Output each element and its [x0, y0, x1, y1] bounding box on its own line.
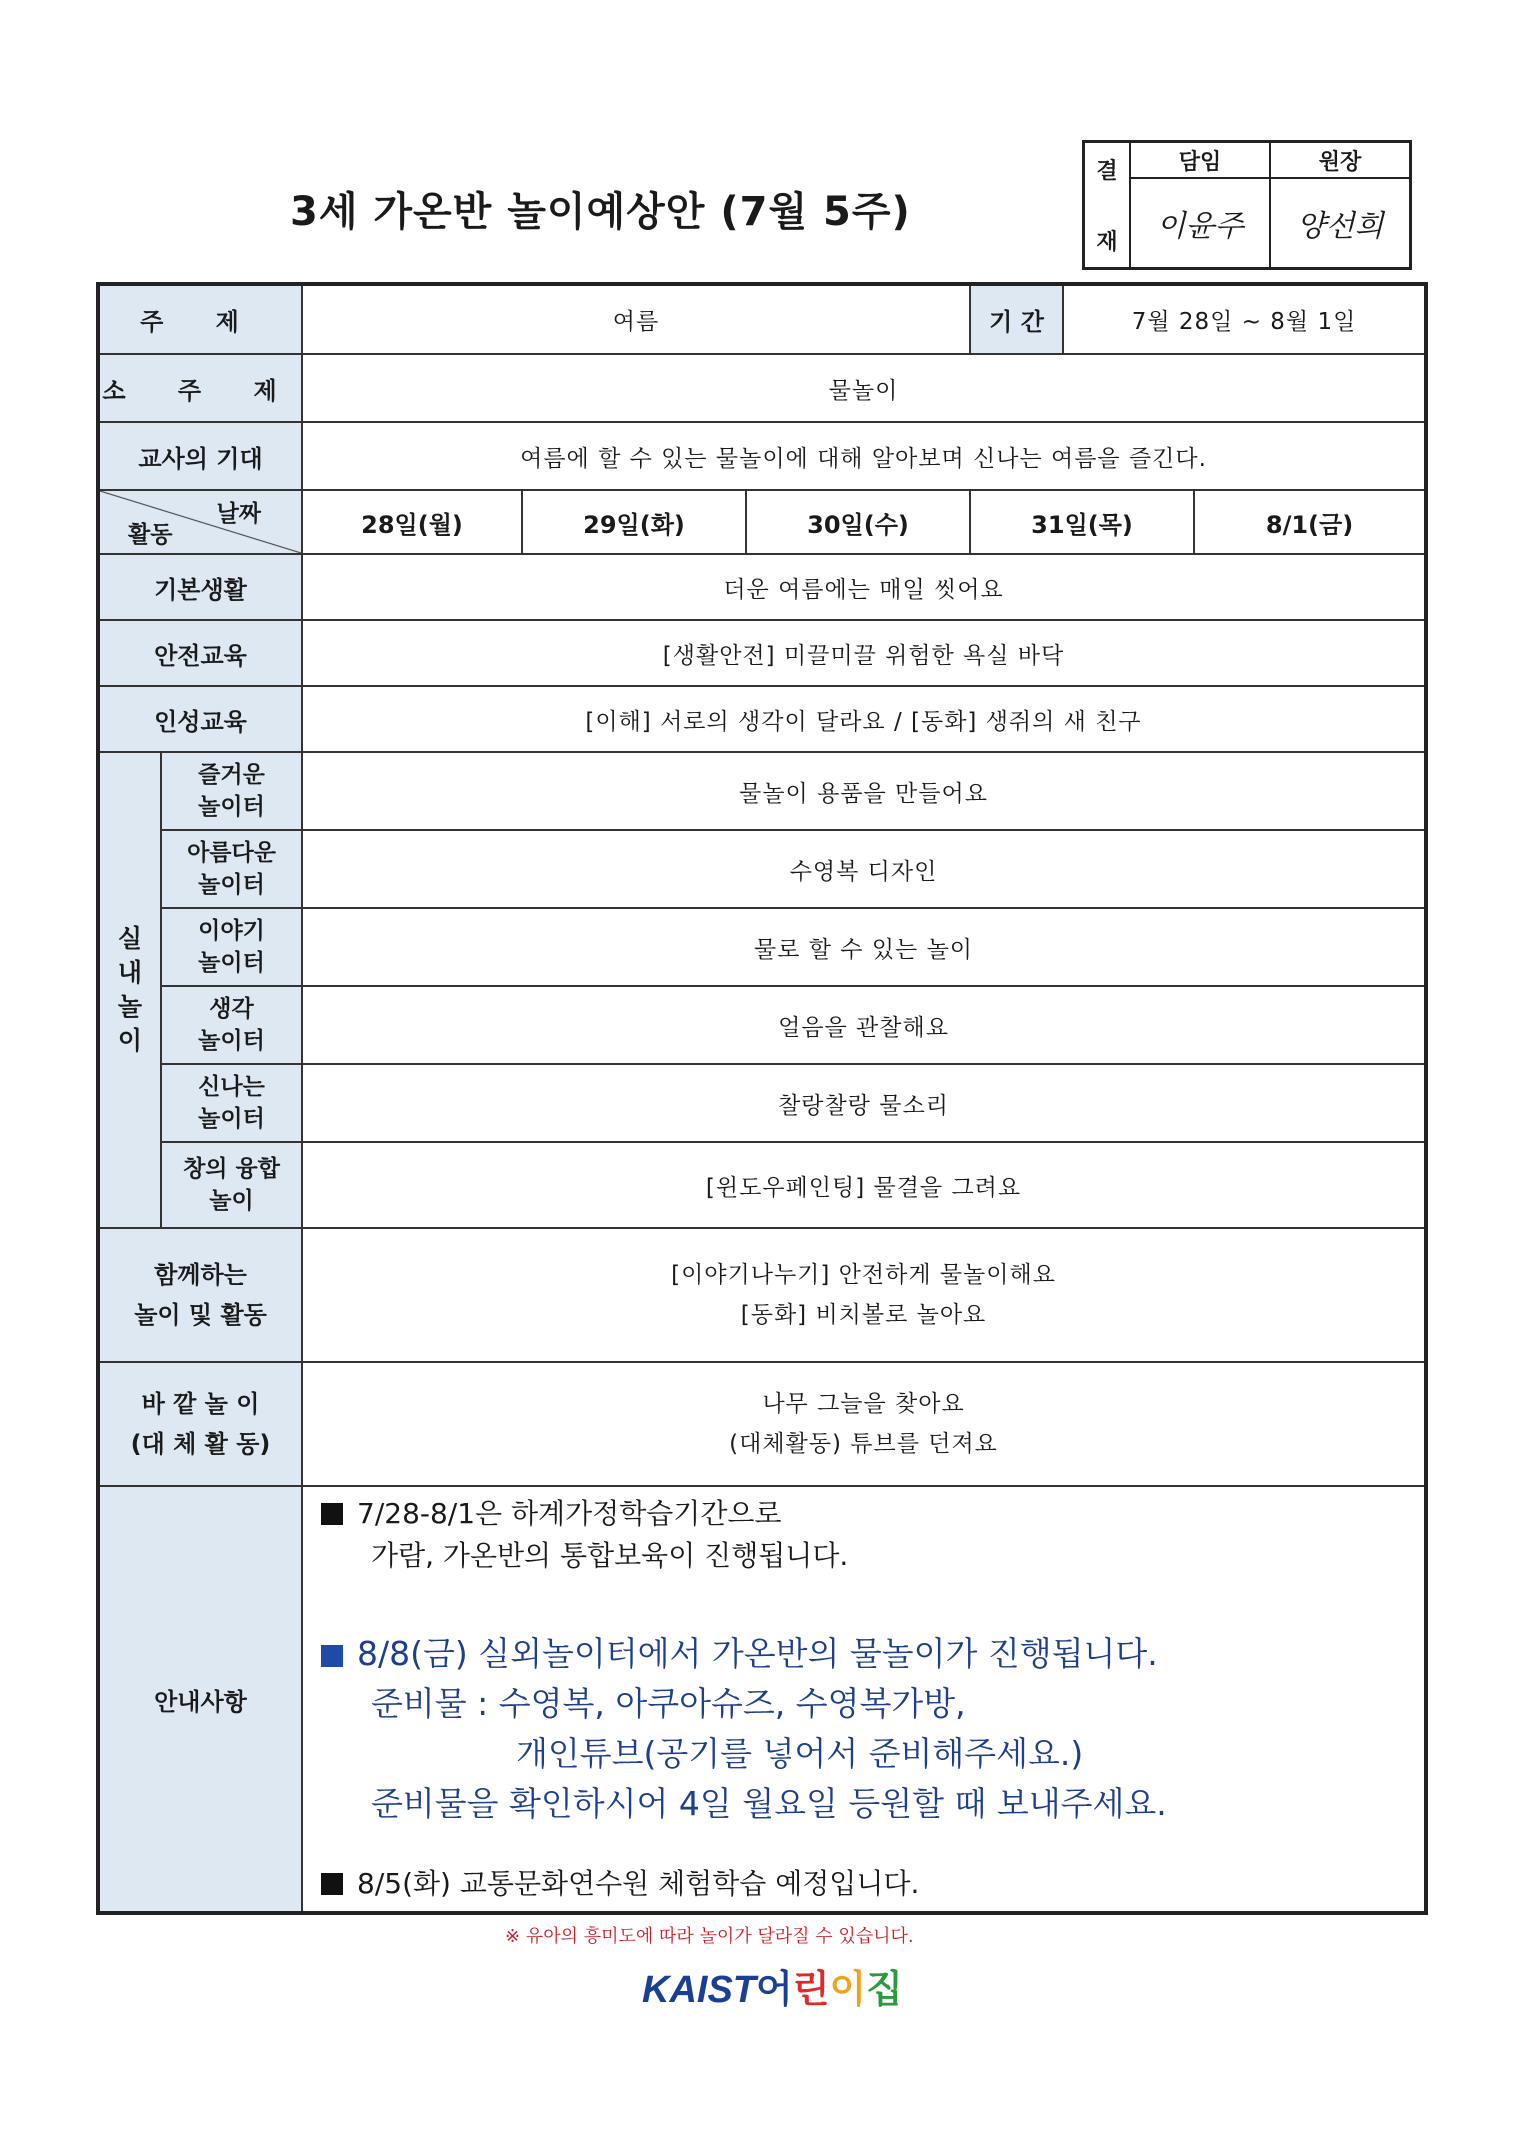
logo-kaist-text: KAIST [642, 1969, 756, 2011]
logo-char: 집 [866, 1969, 903, 2011]
together-label [98, 1228, 302, 1362]
outdoor-label-line2: (대 체 활 동) [130, 1430, 271, 1458]
indoor-area-label [161, 830, 302, 908]
date-thu: 31일(목) [970, 490, 1194, 554]
indoor-activity: 물놀이 용품을 만들어요 [302, 752, 1426, 830]
notice-content [302, 1486, 1426, 1913]
together-line2: [동화] 비치볼로 놀아요 [740, 1302, 987, 1328]
indoor-area-label [161, 752, 302, 830]
indoor-label-char: 이 [117, 1026, 143, 1055]
logo-char: 이 [829, 1969, 867, 2011]
indoor-activity: [윈도우페인팅] 물결을 그려요 [302, 1142, 1426, 1228]
indoor-label-char: 놀 [117, 992, 143, 1021]
indoor-area-line1: 생각 [209, 996, 254, 1022]
page-title: 3세 가온반 놀이예상안 (7월 5주) [290, 189, 911, 235]
outdoor-line1: 나무 그늘을 찾아요 [762, 1391, 965, 1417]
together-label-line2: 놀이 및 활동 [134, 1301, 267, 1329]
date-mon: 28일(월) [302, 490, 522, 554]
indoor-play-label [98, 752, 161, 1228]
indoor-area-line2: 놀이터 [198, 794, 265, 820]
approval-side [1084, 142, 1131, 269]
indoor-activity: 찰랑찰랑 물소리 [302, 1064, 1426, 1142]
outdoor-label [98, 1362, 302, 1486]
indoor-area-line2: 놀이터 [198, 950, 265, 976]
indoor-area-line1: 신나는 [198, 1074, 265, 1100]
indoor-area-label [161, 1142, 302, 1228]
indoor-area-line2: 놀이터 [198, 1106, 265, 1132]
notice-item2-line2: 준비물 : 수영복, 아쿠아슈즈, 수영복가방, [371, 1684, 966, 1723]
indoor-area-label [161, 1064, 302, 1142]
footer-note: ※ 유아의 흥미도에 따라 놀이가 달라질 수 있습니다. [505, 1926, 914, 1947]
date-activity-header [98, 490, 302, 554]
bullet-square-icon [321, 1873, 343, 1895]
subtheme-value: 물놀이 [302, 354, 1426, 422]
period-value: 7월 28일 ~ 8월 1일 [1063, 284, 1426, 354]
together-line1: [이야기나누기] 안전하게 물놀이해요 [671, 1262, 1056, 1288]
period-label: 기 간 [970, 284, 1063, 354]
indoor-area-line1: 즐거운 [198, 762, 265, 788]
indoor-area-line1: 이야기 [198, 918, 265, 944]
diag-activity-label: 활동 [128, 522, 173, 548]
indoor-activity: 수영복 디자인 [302, 830, 1426, 908]
bullet-square-icon [321, 1645, 343, 1667]
logo-char: 어 [756, 1969, 793, 2011]
indoor-area-line2: 놀이터 [198, 1028, 265, 1054]
indoor-area-label [161, 986, 302, 1064]
indoor-play-label-text [100, 922, 160, 1058]
subtheme-label: 소 주 제 [98, 354, 302, 422]
expect-label: 교사의 기대 [98, 422, 302, 490]
indoor-area-line2: 놀이터 [198, 872, 265, 898]
safety-label: 안전교육 [98, 620, 302, 686]
indoor-label-char: 실 [117, 924, 143, 953]
approval-role-director: 원장 [1270, 142, 1411, 179]
diag-date-label: 날짜 [216, 501, 262, 527]
indoor-area-line1: 아름다운 [187, 840, 276, 866]
expect-value: 여름에 할 수 있는 물놀이에 대해 알아보며 신나는 여름을 즐긴다. [302, 422, 1426, 490]
indoor-area-line2: 놀이 [209, 1188, 254, 1214]
date-wed: 30일(수) [746, 490, 970, 554]
together-label-line1: 함께하는 [154, 1261, 247, 1289]
indoor-area-label [161, 908, 302, 986]
plan-table [96, 282, 1428, 1915]
basic-life-label: 기본생활 [98, 554, 302, 620]
outdoor-line2: (대체활동) 튜브를 던져요 [729, 1431, 998, 1457]
outdoor-value [302, 1362, 1426, 1486]
date-tue: 29일(화) [522, 490, 746, 554]
kaist-daycare-logo [642, 1958, 903, 2018]
logo-char: 린 [792, 1969, 830, 2011]
indoor-area-line1: 창의 융합 [183, 1156, 280, 1182]
indoor-label-char: 내 [117, 958, 143, 987]
character-label: 인성교육 [98, 686, 302, 752]
notice-item2-line1: 8/8(금) 실외놀이터에서 가온반의 물놀이가 진행됩니다. [357, 1634, 1158, 1673]
indoor-activity: 얼음을 관찰해요 [302, 986, 1426, 1064]
basic-life-value: 더운 여름에는 매일 씻어요 [302, 554, 1426, 620]
together-value [302, 1228, 1426, 1362]
approval-side-top: 결 [1096, 159, 1118, 184]
bullet-square-icon [321, 1503, 343, 1525]
notice-item2-line4: 준비물을 확인하시어 4일 월요일 등원할 때 보내주세요. [371, 1784, 1167, 1823]
date-fri: 8/1(금) [1194, 490, 1426, 554]
notice-label: 안내사항 [98, 1486, 302, 1913]
indoor-activity: 물로 할 수 있는 놀이 [302, 908, 1426, 986]
notice-item1-line1: 7/28-8/1은 하계가정학습기간으로 [357, 1497, 782, 1530]
teacher-signature: 이윤주 [1130, 178, 1270, 269]
approval-side-bottom: 재 [1096, 230, 1118, 255]
notice-item2-line3: 개인튜브(공기를 넣어서 준비해주세요.) [516, 1734, 1084, 1773]
approval-box [1082, 140, 1412, 270]
director-signature: 양선희 [1270, 178, 1411, 269]
theme-value: 여름 [302, 284, 970, 354]
notice-item1-line2: 가람, 가온반의 통합보육이 진행됩니다. [371, 1539, 849, 1572]
notice-item3-line1: 8/5(화) 교통문화연수원 체험학습 예정입니다. [357, 1867, 920, 1900]
outdoor-label-line1: 바 깥 놀 이 [141, 1390, 260, 1418]
character-value: [이해] 서로의 생각이 달라요 / [동화] 생쥐의 새 친구 [302, 686, 1426, 752]
approval-role-teacher: 담임 [1130, 142, 1270, 179]
safety-value: [생활안전] 미끌미끌 위험한 욕실 바닥 [302, 620, 1426, 686]
theme-label: 주 제 [98, 284, 302, 354]
